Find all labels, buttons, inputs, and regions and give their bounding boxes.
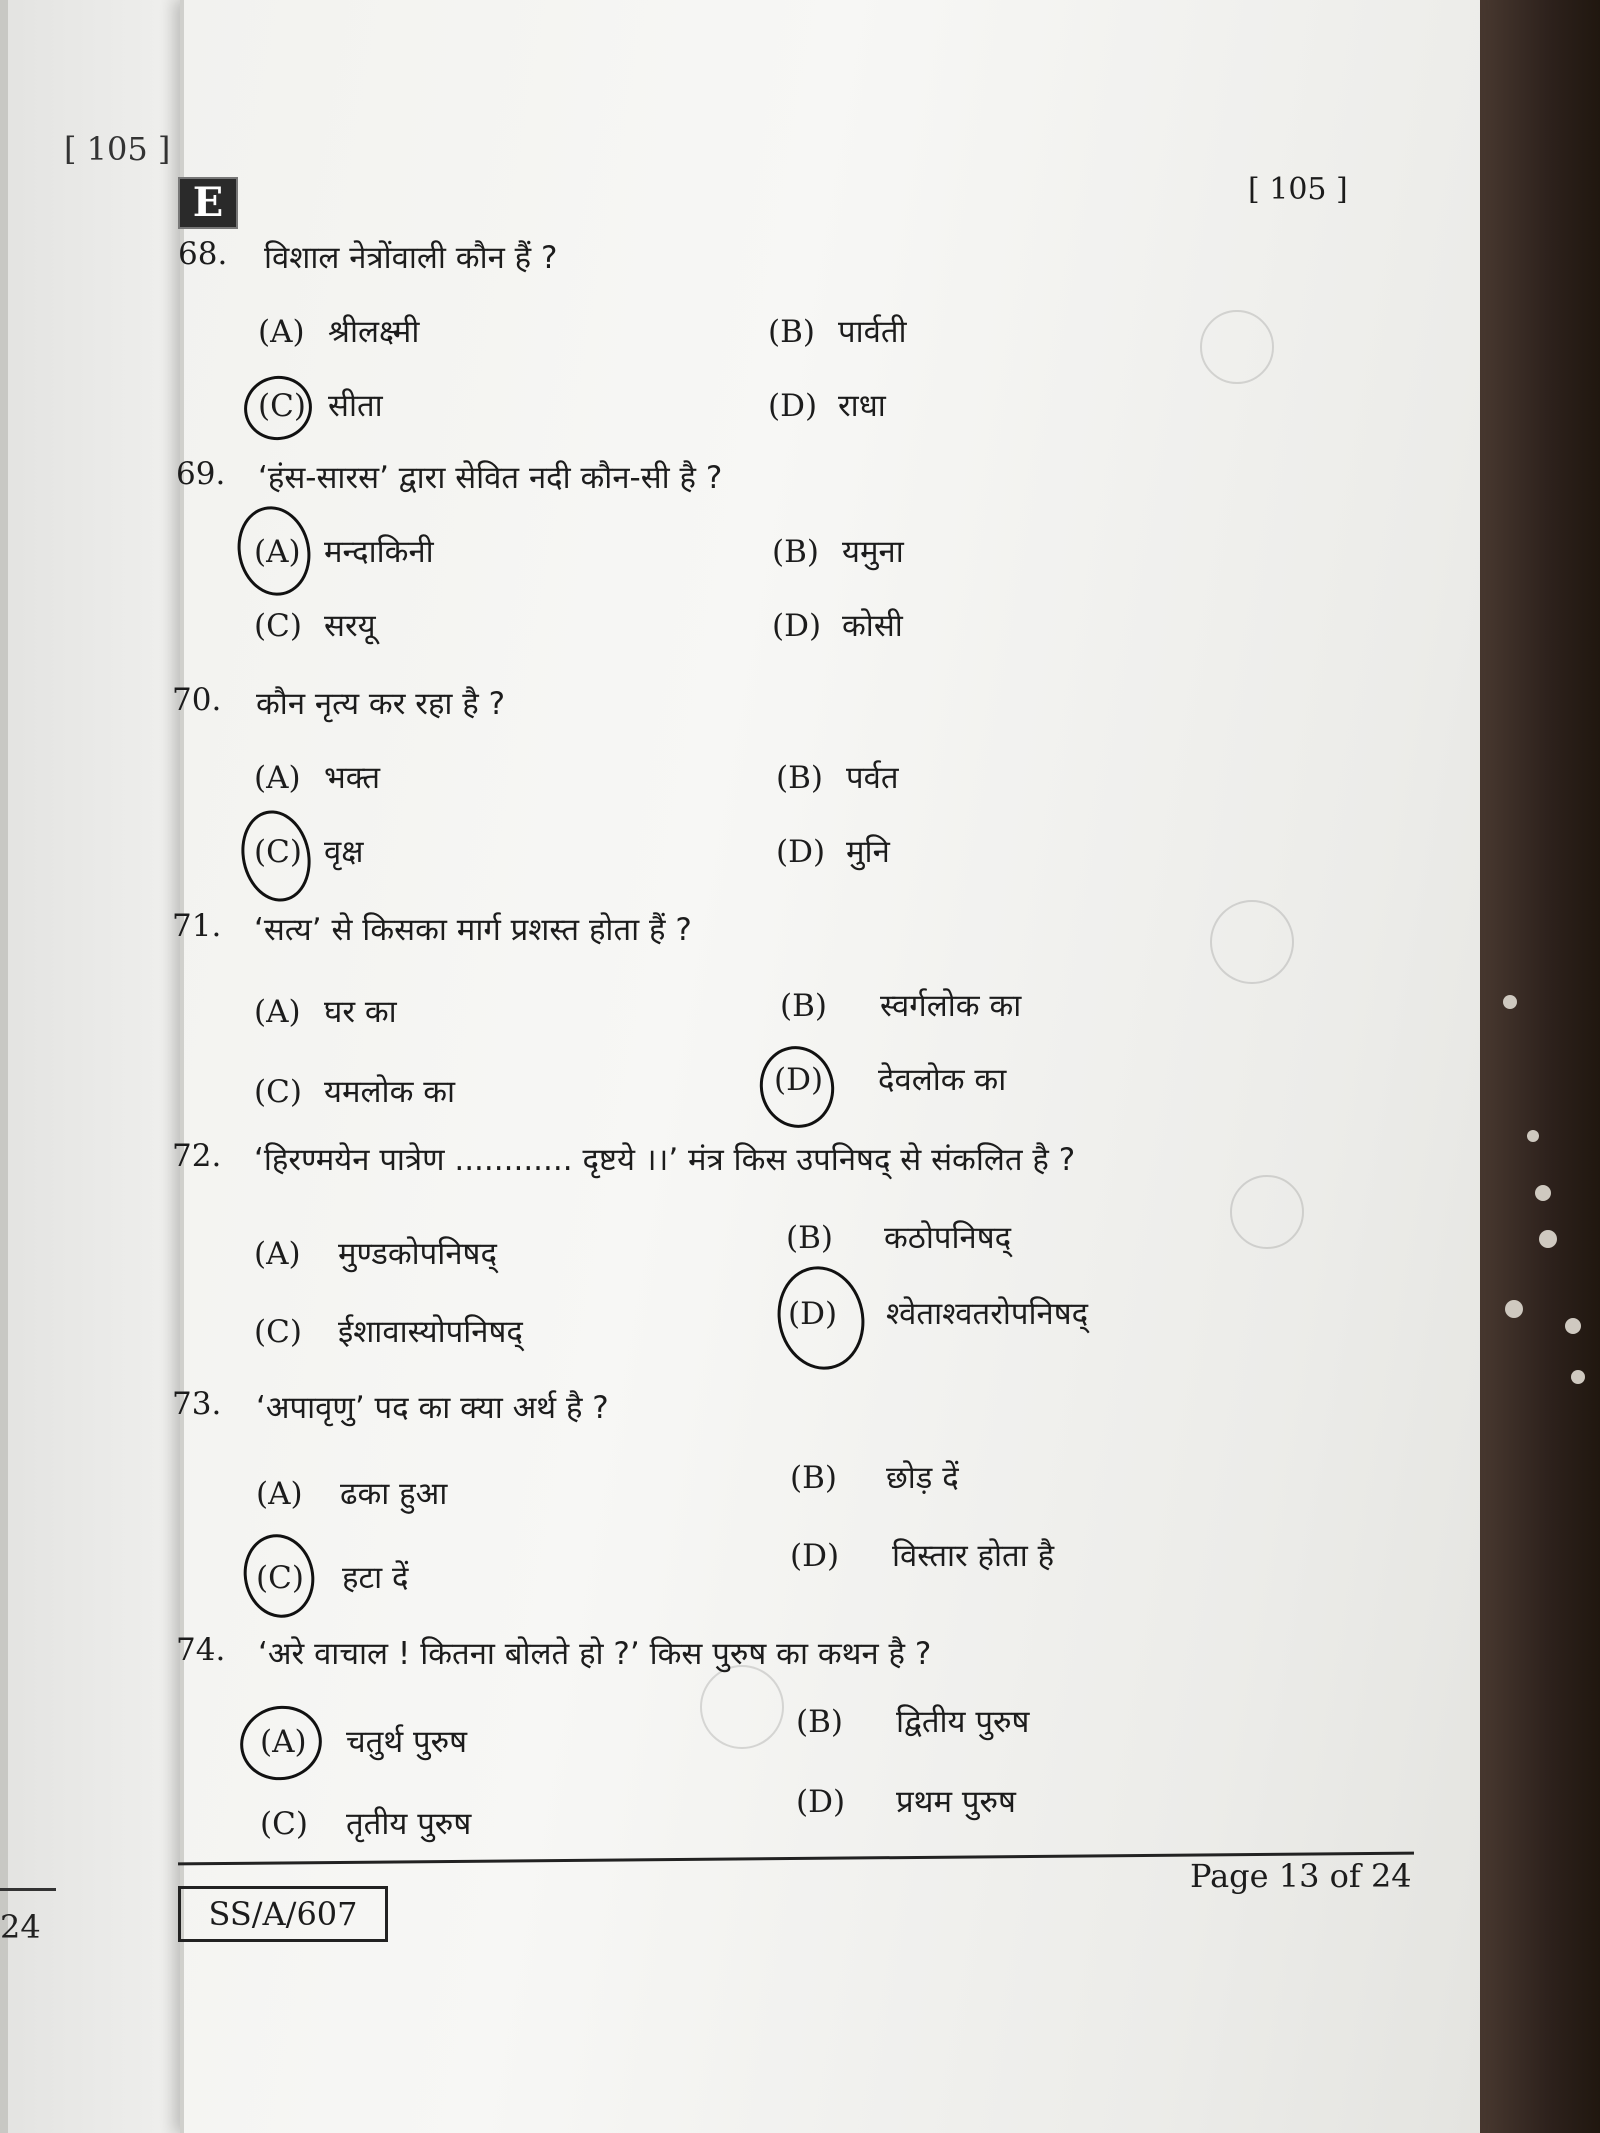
option-text: द्वितीय पुरुष [896, 1704, 1030, 1740]
option-label: (D) [774, 1062, 824, 1098]
question-number: 73. [172, 1386, 222, 1422]
option-text: श्रीलक्ष्मी [328, 314, 420, 350]
underpage-rule [0, 1888, 56, 1891]
question-text: ‘अपावृणु’ पद का क्या अर्थ है ? [256, 1390, 609, 1426]
option-c[interactable] [254, 604, 376, 646]
table-background [1475, 0, 1600, 2133]
option-label: (C) [254, 1314, 302, 1350]
paper-stain [1230, 1175, 1304, 1249]
option-text: हटा दें [342, 1560, 409, 1596]
option-label: (C) [258, 388, 306, 424]
option-label: (B) [768, 314, 815, 350]
option-label: (D) [788, 1296, 838, 1332]
background-spot [1565, 1318, 1581, 1334]
option-text: मन्दाकिनी [324, 534, 434, 570]
question-text: विशाल नेत्रोंवाली कौन हैं ? [264, 240, 558, 276]
option-text: सरयू [324, 608, 376, 644]
page-of-total: Page 13 of 24 [1190, 1857, 1412, 1895]
option-b[interactable] [786, 1216, 1011, 1258]
page-number: [ 105 ] [1248, 172, 1348, 207]
option-label: (A) [260, 1724, 307, 1760]
option-d[interactable] [796, 1780, 1016, 1822]
question-text: ‘हंस-सारस’ द्वारा सेवित नदी कौन-सी है ? [258, 460, 723, 496]
option-text: ढका हुआ [340, 1476, 448, 1512]
option-label: (A) [254, 534, 301, 570]
set-badge: E [178, 177, 238, 229]
paper-stain [700, 1665, 784, 1749]
option-text: राधा [838, 388, 886, 424]
question-number: 74. [176, 1632, 226, 1668]
option-text: चतुर्थ पुरुष [346, 1724, 468, 1760]
option-text: घर का [324, 994, 397, 1030]
option-b[interactable] [780, 984, 1021, 1026]
option-text: मुण्डकोपनिषद् [338, 1236, 497, 1272]
underpage-number: [ 105 ] [64, 130, 171, 168]
option-label: (C) [254, 1074, 302, 1110]
option-label: (D) [776, 834, 826, 870]
option-label: (B) [786, 1220, 833, 1256]
option-text: ईशावास्योपनिषद् [338, 1314, 523, 1350]
option-b[interactable] [796, 1700, 1029, 1742]
option-text: सीता [328, 388, 383, 424]
background-spot [1539, 1230, 1557, 1248]
option-d[interactable] [776, 830, 890, 872]
paper-code: SS/A/607 [178, 1886, 388, 1942]
page-edge [0, 0, 8, 2133]
option-text: प्रथम पुरुष [896, 1784, 1016, 1820]
option-label: (A) [256, 1476, 303, 1512]
option-d[interactable] [772, 604, 903, 646]
option-label: (B) [772, 534, 819, 570]
page-left-edge [180, 0, 184, 2133]
option-a[interactable] [254, 990, 397, 1032]
option-label: (B) [796, 1704, 843, 1740]
background-spot [1505, 1300, 1523, 1318]
question-number: 68. [178, 236, 228, 272]
option-text: छोड़ दें [886, 1460, 959, 1496]
paper-stain [1200, 310, 1274, 384]
option-b[interactable] [772, 530, 904, 572]
option-text: देवलोक का [878, 1062, 1007, 1098]
option-a[interactable] [258, 310, 419, 352]
option-label: (A) [258, 314, 305, 350]
option-text: भक्त [324, 760, 381, 796]
question-number: 70. [172, 682, 222, 718]
question-text: ‘सत्य’ से किसका मार्ग प्रशस्त होता हैं ? [254, 912, 692, 948]
option-label: (D) [768, 388, 818, 424]
option-label: (A) [254, 760, 301, 796]
option-text: यमुना [842, 534, 904, 570]
question-number: 71. [172, 908, 222, 944]
option-text: तृतीय पुरुष [346, 1806, 472, 1842]
option-a[interactable] [254, 756, 380, 798]
question-text: ‘हिरण्मयेन पात्रेण ............ दृष्टये ।।’ मंत्र किस उपनिषद् से संकलित है ? [254, 1142, 1076, 1178]
option-text: कठोपनिषद् [884, 1220, 1012, 1256]
option-label: (C) [254, 608, 302, 644]
option-label: (B) [776, 760, 823, 796]
background-spot [1535, 1185, 1551, 1201]
option-label: (D) [772, 608, 822, 644]
option-label: (C) [260, 1806, 308, 1842]
paper-stain [1210, 900, 1294, 984]
option-b[interactable] [768, 310, 907, 352]
option-a[interactable] [254, 1232, 497, 1274]
background-spot [1527, 1130, 1539, 1142]
option-label: (A) [254, 994, 301, 1030]
question-text: कौन नृत्य कर रहा है ? [256, 686, 506, 722]
option-label: (C) [256, 1560, 304, 1596]
option-text: कोसी [842, 608, 903, 644]
option-text: स्वर्गलोक का [880, 988, 1022, 1024]
option-b[interactable] [790, 1456, 959, 1498]
background-spot [1503, 995, 1517, 1009]
option-c[interactable] [260, 1802, 471, 1844]
option-text: पार्वती [838, 314, 907, 350]
question-number: 72. [172, 1138, 222, 1174]
option-label: (C) [254, 834, 302, 870]
option-a[interactable] [256, 1472, 447, 1514]
question-text: ‘अरे वाचाल ! कितना बोलते हो ?’ किस पुरुष का कथन है ? [258, 1636, 932, 1672]
option-text: मुनि [846, 834, 890, 870]
option-b[interactable] [776, 756, 899, 798]
option-c[interactable] [254, 1070, 455, 1112]
option-text: श्वेताश्वतरोपनिषद् [886, 1296, 1089, 1332]
option-d[interactable] [768, 384, 886, 426]
option-label: (A) [254, 1236, 301, 1272]
option-c[interactable] [254, 1310, 523, 1352]
option-text: यमलोक का [324, 1074, 456, 1110]
option-label: (D) [790, 1538, 840, 1574]
option-text: वृक्ष [324, 834, 364, 870]
option-d[interactable] [790, 1534, 1054, 1576]
option-text: विस्तार होता है [892, 1538, 1055, 1574]
option-label: (B) [790, 1460, 837, 1496]
question-number: 69. [176, 456, 226, 492]
option-text: पर्वत [846, 760, 899, 796]
option-label: (B) [780, 988, 827, 1024]
background-spot [1571, 1370, 1585, 1384]
option-label: (D) [796, 1784, 846, 1820]
underpage-corner-number: 24 [0, 1908, 41, 1946]
